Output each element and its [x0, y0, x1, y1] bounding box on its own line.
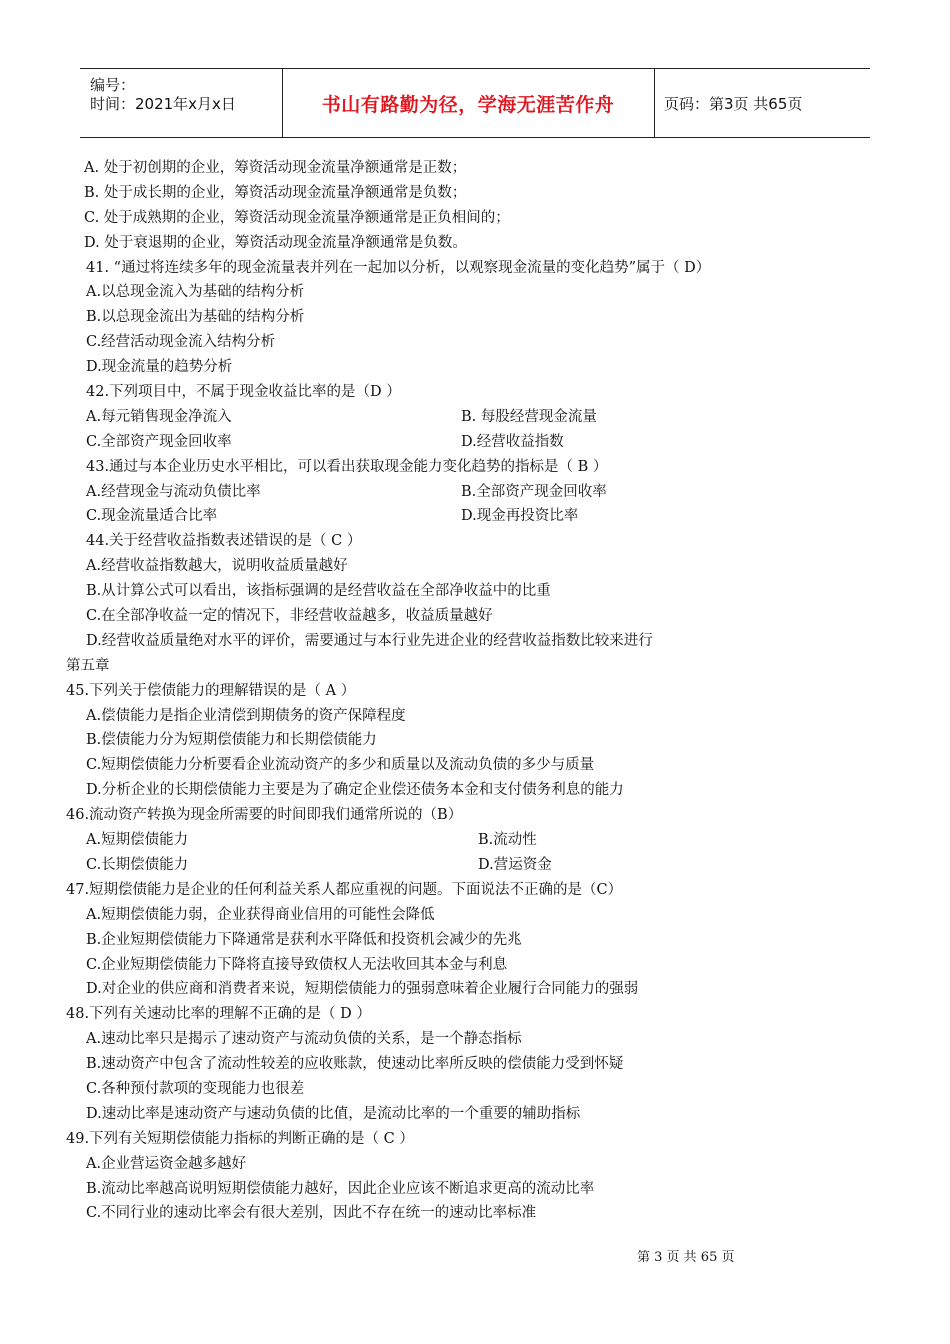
header-meta [80, 69, 282, 137]
line-text: C.各种预付款项的变现能力也很差 [86, 1080, 305, 1097]
line-text: D.对企业的供应商和消费者来说，短期偿债能力的强弱意味着企业履行合同能力的强弱 [86, 981, 639, 998]
line-option-col2: D.经营收益指数 [461, 433, 564, 450]
text-line [66, 853, 886, 878]
header-number-label: 编号： [90, 76, 136, 94]
line-text: 第五章 [66, 657, 110, 674]
line-text: A.经营现金与流动负债比率 [86, 483, 261, 500]
text-line [66, 778, 886, 803]
text-line [66, 803, 886, 828]
text-line [66, 305, 886, 330]
line-text: C.全部资产现金回收率 [86, 433, 232, 450]
text-line [66, 1027, 886, 1052]
text-line [66, 231, 886, 256]
line-text: C.现金流量适合比率 [86, 508, 218, 525]
page-header [80, 68, 870, 138]
text-line [66, 380, 886, 405]
line-text: 44.关于经营收益指数表述错误的是（ C ） [86, 533, 362, 550]
line-option-col2: B.流动性 [478, 832, 537, 849]
text-line [66, 529, 886, 554]
line-text: B.流动比率越高说明短期偿债能力越好，因此企业应该不断追求更高的流动比率 [86, 1180, 595, 1197]
line-text: C.短期偿债能力分析要看企业流动资产的多少和质量以及流动负债的多少与质量 [86, 757, 595, 774]
line-option-col2: D.营运资金 [478, 856, 552, 873]
text-line [66, 679, 886, 704]
line-text: B. 处于成长期的企业，筹资活动现金流量净额通常是负数； [84, 184, 467, 201]
text-line [66, 878, 886, 903]
line-text: 43.通过与本企业历史水平相比，可以看出获取现金能力变化趋势的指标是（ B ） [86, 458, 608, 475]
text-line [66, 977, 886, 1002]
text-line [66, 903, 886, 928]
line-text: C.在全部净收益一定的情况下，非经营收益越多，收益质量越好 [86, 608, 493, 625]
header-motto: 书山有路勤为径，学海无涯苦作舟 [321, 93, 615, 116]
line-text: A.速动比率只是揭示了速动资产与流动负债的关系，是一个静态指标 [86, 1031, 522, 1048]
line-option-col2: B. 每股经营现金流量 [461, 408, 597, 425]
line-text: A.短期偿债能力 [86, 832, 189, 849]
text-line [66, 405, 886, 430]
line-text: D.分析企业的长期偿债能力主要是为了确定企业偿还债务本金和支付债务利息的能力 [86, 782, 624, 799]
text-line [66, 604, 886, 629]
line-text: A.企业营运资金越多越好 [86, 1155, 247, 1172]
text-line [66, 206, 886, 231]
text-line [66, 355, 886, 380]
text-line [66, 953, 886, 978]
text-line [66, 579, 886, 604]
line-text: 46.流动资产转换为现金所需要的时间即我们通常所说的（B） [66, 807, 463, 824]
line-text: B.以总现金流出为基础的结构分析 [86, 309, 305, 326]
text-line [66, 928, 886, 953]
text-line [66, 1002, 886, 1027]
text-line [66, 1102, 886, 1127]
text-line [66, 828, 886, 853]
line-text: 49.下列有关短期偿债能力指标的判断正确的是（ C ） [66, 1130, 414, 1147]
line-text: A.偿债能力是指企业清偿到期债务的资产保障程度 [86, 707, 406, 724]
line-text: 45.下列关于偿债能力的理解错误的是（ A ） [66, 682, 356, 699]
text-line [66, 654, 886, 679]
text-line [66, 753, 886, 778]
line-option-col2: B.全部资产现金回收率 [461, 483, 607, 500]
text-line [66, 554, 886, 579]
line-text: A. 处于初创期的企业，筹资活动现金流量净额通常是正数； [84, 160, 467, 176]
line-text: D.速动比率是速动资产与速动负债的比值，是流动比率的一个重要的辅助指标 [86, 1105, 581, 1122]
line-text: A.短期偿债能力弱，企业获得商业信用的可能性会降低 [86, 906, 435, 923]
text-line [66, 1127, 886, 1152]
line-text: B.从计算公式可以看出，该指标强调的是经营收益在全部净收益中的比重 [86, 583, 551, 600]
text-line [66, 704, 886, 729]
text-line [66, 455, 886, 480]
line-text: B.速动资产中包含了流动性较差的应收账款，使速动比率所反映的偿债能力受到怀疑 [86, 1056, 624, 1073]
document-body [66, 156, 886, 1226]
text-line [66, 1177, 886, 1202]
line-text: B.企业短期偿债能力下降通常是获利水平降低和投资机会减少的先兆 [86, 931, 522, 948]
text-line [66, 504, 886, 529]
text-line [66, 256, 886, 281]
line-text: C.企业短期偿债能力下降将直接导致债权人无法收回其本金与利息 [86, 956, 508, 973]
text-line [66, 181, 886, 206]
line-text: A.经营收益指数越大，说明收益质量越好 [86, 558, 348, 575]
text-line [66, 1152, 886, 1177]
line-text: 41. “通过将连续多年的现金流量表并列在一起加以分析，以观察现金流量的变化趋势”属于（ D） [86, 259, 711, 276]
line-text: D. 处于衰退期的企业，筹资活动现金流量净额通常是负数。 [84, 234, 467, 251]
line-text: 48.下列有关速动比率的理解不正确的是（ D ） [66, 1006, 371, 1023]
line-text: 47.短期偿债能力是企业的任何利益关系人都应重视的问题。下面说法不正确的是（C） [66, 881, 623, 898]
text-line [66, 330, 886, 355]
line-text: 42.下列项目中，不属于现金收益比率的是（D ） [86, 384, 401, 401]
line-text: D.经营收益质量绝对水平的评价，需要通过与本行业先进企业的经营收益指数比较来进行 [86, 632, 653, 649]
line-option-col2: D.现金再投资比率 [461, 508, 579, 525]
line-text: A.以总现金流入为基础的结构分析 [86, 284, 305, 301]
page-footer: 第 3 页 共 65 页 [637, 1250, 735, 1265]
text-line [66, 728, 886, 753]
header-divider [654, 69, 655, 137]
header-date-label: 时间：2021年x月x日 [90, 95, 236, 113]
text-line [66, 1077, 886, 1102]
text-line [66, 430, 886, 455]
text-line [66, 1052, 886, 1077]
text-line [66, 629, 886, 654]
line-text: C. 处于成熟期的企业，筹资活动现金流量净额通常是正负相间的； [84, 209, 510, 226]
line-text: C.长期偿债能力 [86, 856, 189, 873]
text-line [66, 280, 886, 305]
text-line [66, 480, 886, 505]
text-line [66, 1201, 886, 1226]
line-text: C.不同行业的速动比率会有很大差别，因此不存在统一的速动比率标准 [86, 1205, 537, 1222]
header-page-label: 页码：第3页 共65页 [664, 95, 803, 113]
line-text: D.现金流量的趋势分析 [86, 359, 233, 376]
text-line [66, 156, 886, 181]
line-text: B.偿债能力分为短期偿债能力和长期偿债能力 [86, 732, 377, 749]
line-text: C.经营活动现金流入结构分析 [86, 334, 276, 351]
line-text: A.每元销售现金净流入 [86, 408, 232, 425]
